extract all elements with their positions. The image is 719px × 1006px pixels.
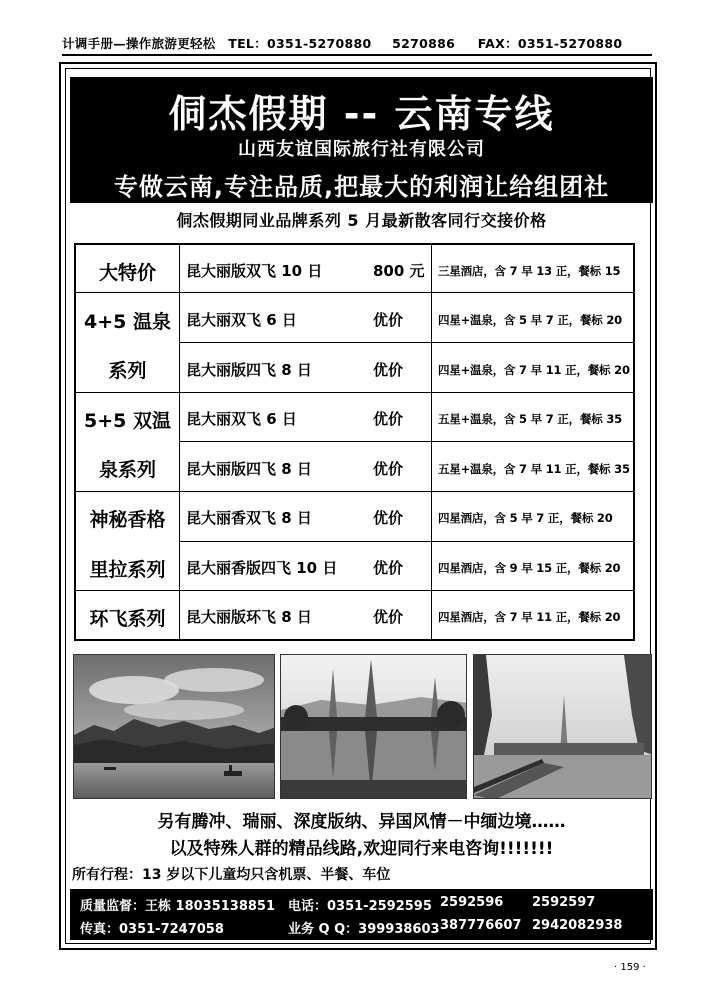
phone-2: 2592596 [440,895,504,910]
fax-number: 传真：0351-7247058 [80,922,224,937]
table-row-price: 优价 [373,460,404,478]
category-special: 大特价 [98,262,156,284]
three-pagodas-photo [280,654,467,799]
banner-company: 山西友谊国际旅行社有限公司 [238,139,485,160]
table-row-route: 昆大丽双飞 6 日 [186,410,297,428]
banner-slogan: 专做云南,专注品质,把最大的利润让给组团社 [113,173,610,201]
table-row-price: 800 元 [373,262,425,280]
page-number: · 159 · [614,962,646,973]
table-row-note: 四星酒店，含 9 早 15 正，餐标 20 [438,561,621,575]
supervisor-contact: 质量监督：王栋 18035138851 [80,899,276,914]
category-hotspring-4-5-series: 系列 [108,360,147,382]
table-row-price: 优价 [373,410,404,428]
header-slogan: 计调手册—操作旅游更轻松 [62,36,216,51]
lake-mountains-photo [73,654,275,799]
table-row-price: 优价 [373,361,404,379]
more-routes-line1: 另有腾冲、瑞丽、深度版纳、异国风情－中缅边境…… [157,812,566,832]
table-row-note: 四星+温泉，含 5 早 7 正，餐标 20 [438,313,622,327]
table-row-note: 四星酒店，含 7 早 11 正，餐标 20 [438,610,621,624]
table-row-route: 昆大丽香版四飞 10 日 [186,559,338,577]
qq-2: 387776607 [440,918,522,933]
table-row-price: 优价 [373,559,404,577]
title-banner [70,77,653,203]
table-row-note: 五星+温泉，含 7 早 11 正，餐标 35 [438,462,630,476]
header-tel: TEL：0351-5270880 [228,36,372,51]
category-hotspring-4-5: 4+5 温泉 [84,311,171,333]
table-row-note: 四星+温泉，含 7 早 11 正，餐标 20 [438,363,630,377]
pagoda-bridge-photo [473,654,652,799]
category-shangrila: 神秘香格 [89,509,166,531]
table-row-price: 优价 [373,509,404,527]
category-shangrila-series: 里拉系列 [89,559,166,581]
table-row-note: 三星酒店，含 7 早 13 正，餐标 15 [438,264,621,278]
more-routes-line2: 以及特殊人群的精品线路,欢迎同行来电咨询!!!!!!! [169,839,554,859]
banner-title: 侗杰假期 -- 云南专线 [168,92,555,136]
qq-3: 2942082938 [532,918,623,933]
page-header [62,34,652,54]
category-hotspring-5-5-series: 泉系列 [98,459,156,481]
table-row-note: 五星+温泉，含 5 早 7 正，餐标 35 [438,412,622,426]
table-row-route: 昆大丽香双飞 8 日 [186,509,312,527]
contact-bar [70,889,653,940]
table-row-route: 昆大丽双飞 6 日 [186,311,297,329]
category-loop-flight: 环飞系列 [89,608,166,630]
table-row-route: 昆大丽版环飞 8 日 [186,608,312,626]
qq-label: 业务 Q Q：399938603 [288,922,440,937]
phone-3: 2592597 [532,895,596,910]
phone-label: 电话：0351-2592595 [288,899,432,914]
category-hotspring-5-5: 5+5 双温 [84,410,171,432]
price-table [74,243,635,641]
table-row-price: 优价 [373,608,404,626]
table-row-route: 昆大丽版四飞 8 日 [186,460,312,478]
header-tel-2: 5270886 [392,36,456,51]
table-row-route: 昆大丽版双飞 10 日 [186,262,323,280]
table-row-note: 四星酒店，含 5 早 7 正，餐标 20 [438,511,613,525]
table-row-route: 昆大丽版四飞 8 日 [186,361,312,379]
table-row-price: 优价 [373,311,404,329]
header-fax: FAX：0351-5270880 [477,36,623,51]
price-subtitle: 侗杰假期同业品牌系列 5 月最新散客同行交接价格 [176,211,547,230]
header-rule [62,54,652,56]
children-policy: 所有行程：13 岁以下儿童均只含机票、半餐、车位 [72,867,391,883]
